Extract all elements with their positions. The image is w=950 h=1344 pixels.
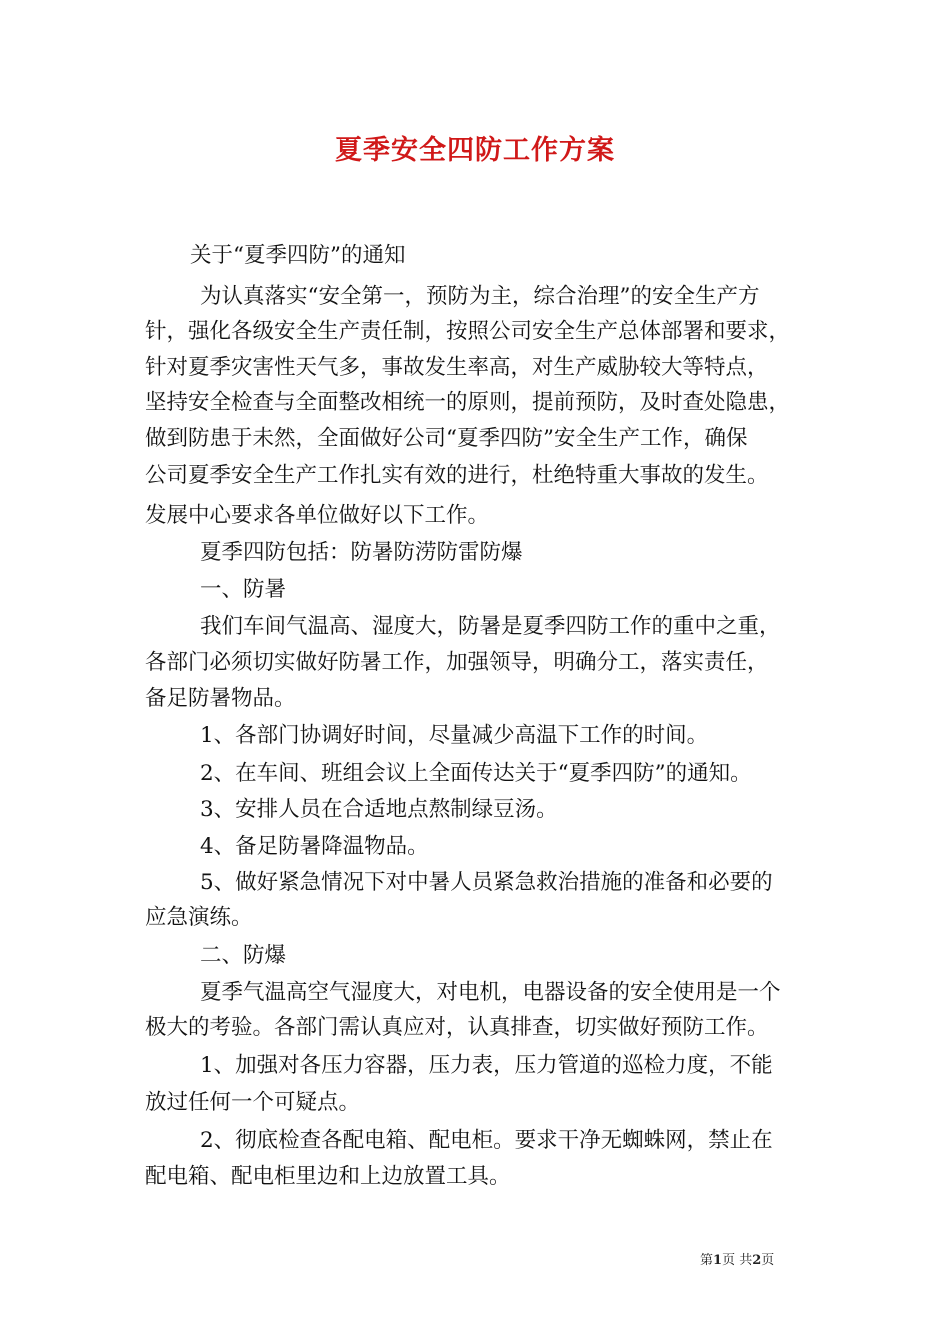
list-item: 3、安排人员在合适地点熬制绿豆汤。 bbox=[200, 797, 558, 822]
page-prefix: 第 bbox=[700, 1253, 714, 1268]
text-line: 坚持安全检查与全面整改相统一的原则，提前预防，及时查处隐患， bbox=[145, 390, 791, 415]
text-line: 为认真落实“安全第一，预防为主，综合治理”的安全生产方 bbox=[200, 284, 760, 309]
list-item: 5、做好紧急情况下对中暑人员紧急救治措施的准备和必要的 bbox=[200, 870, 773, 895]
text-line: 公司夏季安全生产工作扎实有效的进行，杜绝特重大事故的发生。 bbox=[145, 463, 769, 488]
text-line: 做到防患于未然，全面做好公司“夏季四防”安全生产工作，确保 bbox=[145, 426, 748, 451]
list-item: 2、在车间、班组会议上全面传达关于“夏季四防”的通知。 bbox=[200, 761, 752, 786]
page-number bbox=[700, 1249, 774, 1268]
text-line: 我们车间气温高、湿度大，防暑是夏季四防工作的重中之重， bbox=[200, 614, 781, 639]
section-heading: 二、防爆 bbox=[200, 943, 287, 968]
page-suffix: 页 bbox=[761, 1253, 775, 1268]
text-line: 备足防暑物品。 bbox=[145, 686, 296, 711]
section-heading: 一、防暑 bbox=[200, 577, 287, 602]
list-item: 4、备足防暑降温物品。 bbox=[200, 834, 429, 859]
list-item: 2、彻底检查各配电箱、配电柜。要求干净无蜘蛛网，禁止在 bbox=[200, 1128, 773, 1153]
text-line: 应急演练。 bbox=[145, 905, 253, 930]
list-item: 1、加强对各压力容器，压力表，压力管道的巡检力度，不能 bbox=[200, 1053, 773, 1078]
text-line: 针对夏季灾害性天气多，事故发生率高，对生产威胁较大等特点， bbox=[145, 355, 769, 380]
text-line: 夏季四防包括：防暑防涝防雷防爆 bbox=[200, 540, 523, 565]
text-line: 极大的考验。各部门需认真应对，认真排查，切实做好预防工作。 bbox=[145, 1015, 769, 1040]
document-title: 夏季安全四防工作方案 bbox=[335, 135, 615, 166]
current-page: 1 bbox=[713, 1253, 723, 1268]
text-line: 针，强化各级安全生产责任制，按照公司安全生产总体部署和要求， bbox=[145, 319, 791, 344]
text-line: 夏季气温高空气湿度大，对电机，电器设备的安全使用是一个 bbox=[200, 980, 781, 1005]
list-item: 1、各部门协调好时间，尽量减少高温下工作的时间。 bbox=[200, 723, 709, 748]
text-line: 配电箱、配电柜里边和上边放置工具。 bbox=[145, 1164, 511, 1189]
text-line: 关于“夏季四防”的通知 bbox=[190, 243, 406, 268]
text-line: 放过任何一个可疑点。 bbox=[145, 1090, 361, 1115]
total-pages: 2 bbox=[752, 1253, 762, 1268]
text-line: 发展中心要求各单位做好以下工作。 bbox=[145, 503, 490, 528]
text-line: 各部门必须切实做好防暑工作，加强领导，明确分工，落实责任， bbox=[145, 650, 769, 675]
page-middle: 页 共 bbox=[722, 1253, 753, 1268]
